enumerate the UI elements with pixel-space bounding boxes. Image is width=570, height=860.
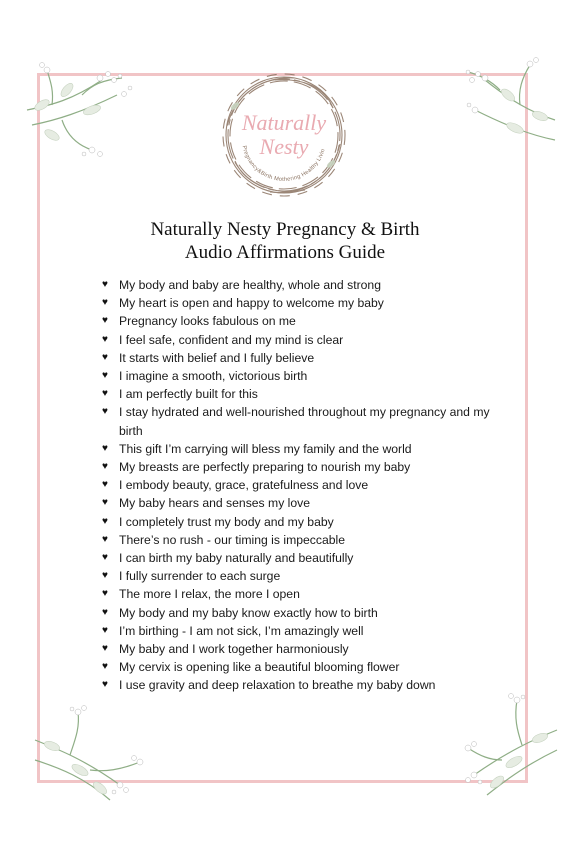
- heart-bullet-icon: ♥: [102, 370, 108, 382]
- affirmation-text: My heart is open and happy to welcome my baby: [119, 296, 384, 311]
- title-line-1: Naturally Nesty Pregnancy & Birth: [150, 219, 420, 240]
- heart-bullet-icon: ♥: [102, 479, 108, 491]
- affirmation-item: [102, 276, 502, 294]
- affirmation-item: [102, 567, 502, 585]
- affirmation-text: There’s no rush - our timing is impeccable: [119, 532, 346, 547]
- affirmation-text: I imagine a smooth, victorious birth: [119, 369, 308, 384]
- heart-bullet-icon: ♥: [102, 606, 108, 618]
- heart-bullet-icon: ♥: [102, 351, 108, 363]
- heart-bullet-icon: ♥: [102, 406, 108, 418]
- heart-bullet-icon: ♥: [102, 533, 108, 545]
- affirmation-text: I use gravity and deep relaxation to breathe my baby down: [119, 678, 436, 693]
- affirmation-item: [102, 458, 502, 476]
- affirmation-item: [102, 440, 502, 458]
- affirmation-text: My cervix is opening like a beautiful blooming flower: [119, 660, 400, 675]
- title-line-2: Audio Affirmations Guide: [184, 242, 386, 263]
- affirmation-text: I stay hydrated and well-nourished throughout my pregnancy and my birth: [119, 405, 490, 438]
- affirmation-item: [102, 531, 502, 549]
- heart-bullet-icon: ♥: [102, 643, 108, 655]
- page-title: [40, 218, 530, 264]
- affirmation-item: [102, 585, 502, 603]
- affirmation-item: [102, 294, 502, 312]
- floral-corner-bottom-left: [30, 700, 150, 810]
- affirmation-text: I feel safe, confident and my mind is clear: [119, 332, 344, 347]
- affirmation-text: My body and my baby know exactly how to birth: [119, 605, 378, 620]
- affirmation-text: The more I relax, the more I open: [119, 587, 300, 602]
- heart-bullet-icon: ♥: [102, 552, 108, 564]
- heart-bullet-icon: ♥: [102, 497, 108, 509]
- affirmation-text: I embody beauty, grace, gratefulness and love: [119, 478, 369, 493]
- affirmation-item: [102, 385, 502, 403]
- naturally-nesty-logo: [215, 66, 353, 204]
- affirmation-text: My baby hears and senses my love: [119, 496, 311, 511]
- heart-bullet-icon: ♥: [102, 515, 108, 527]
- heart-bullet-icon: ♥: [102, 333, 108, 345]
- logo-brand-line1: Naturally: [241, 110, 327, 135]
- logo-ring-text: Pregnancy&Birth Mothering Healthy Livin: [240, 145, 327, 183]
- affirmation-item: [102, 604, 502, 622]
- affirmations-list: [102, 276, 502, 695]
- affirmation-text: I am perfectly built for this: [119, 387, 258, 402]
- affirmation-item: [102, 513, 502, 531]
- affirmation-item: [102, 312, 502, 330]
- affirmation-text: I completely trust my body and my baby: [119, 514, 334, 529]
- affirmation-item: [102, 403, 502, 439]
- affirmation-text: My breasts are perfectly preparing to nourish my baby: [119, 460, 411, 475]
- logo-brand-line2: Nesty: [259, 134, 309, 159]
- affirmation-text: It starts with belief and I fully believe: [119, 350, 315, 365]
- affirmation-item: [102, 622, 502, 640]
- affirmation-item: [102, 640, 502, 658]
- heart-bullet-icon: ♥: [102, 461, 108, 473]
- affirmation-text: This gift I’m carrying will bless my family and the world: [119, 441, 412, 456]
- floral-corner-top-right: [460, 50, 560, 160]
- heart-bullet-icon: ♥: [102, 588, 108, 600]
- affirmation-item: [102, 476, 502, 494]
- heart-bullet-icon: ♥: [102, 315, 108, 327]
- heart-bullet-icon: ♥: [102, 624, 108, 636]
- affirmation-item: [102, 331, 502, 349]
- affirmation-item: [102, 658, 502, 676]
- affirmation-text: I can birth my baby naturally and beautifully: [119, 551, 354, 566]
- heart-bullet-icon: ♥: [102, 388, 108, 400]
- affirmation-text: I fully surrender to each surge: [119, 569, 281, 584]
- heart-bullet-icon: ♥: [102, 297, 108, 309]
- affirmation-item: [102, 367, 502, 385]
- floral-corner-top-left: [22, 50, 142, 160]
- affirmation-item: [102, 349, 502, 367]
- affirmation-item: [102, 676, 502, 694]
- affirmation-item: [102, 494, 502, 512]
- affirmation-text: I’m birthing - I am not sick, I’m amazingly well: [119, 623, 364, 638]
- heart-bullet-icon: ♥: [102, 679, 108, 691]
- affirmation-text: My body and baby are healthy, whole and strong: [119, 278, 381, 292]
- heart-bullet-icon: ♥: [102, 570, 108, 582]
- heart-bullet-icon: ♥: [102, 442, 108, 454]
- affirmation-text: My baby and I work together harmoniously: [119, 642, 349, 657]
- affirmation-text: Pregnancy looks fabulous on me: [119, 314, 296, 329]
- heart-bullet-icon: ♥: [102, 661, 108, 673]
- heart-bullet-icon: ♥: [102, 279, 108, 290]
- floral-corner-bottom-right: [462, 690, 562, 800]
- affirmation-item: [102, 549, 502, 567]
